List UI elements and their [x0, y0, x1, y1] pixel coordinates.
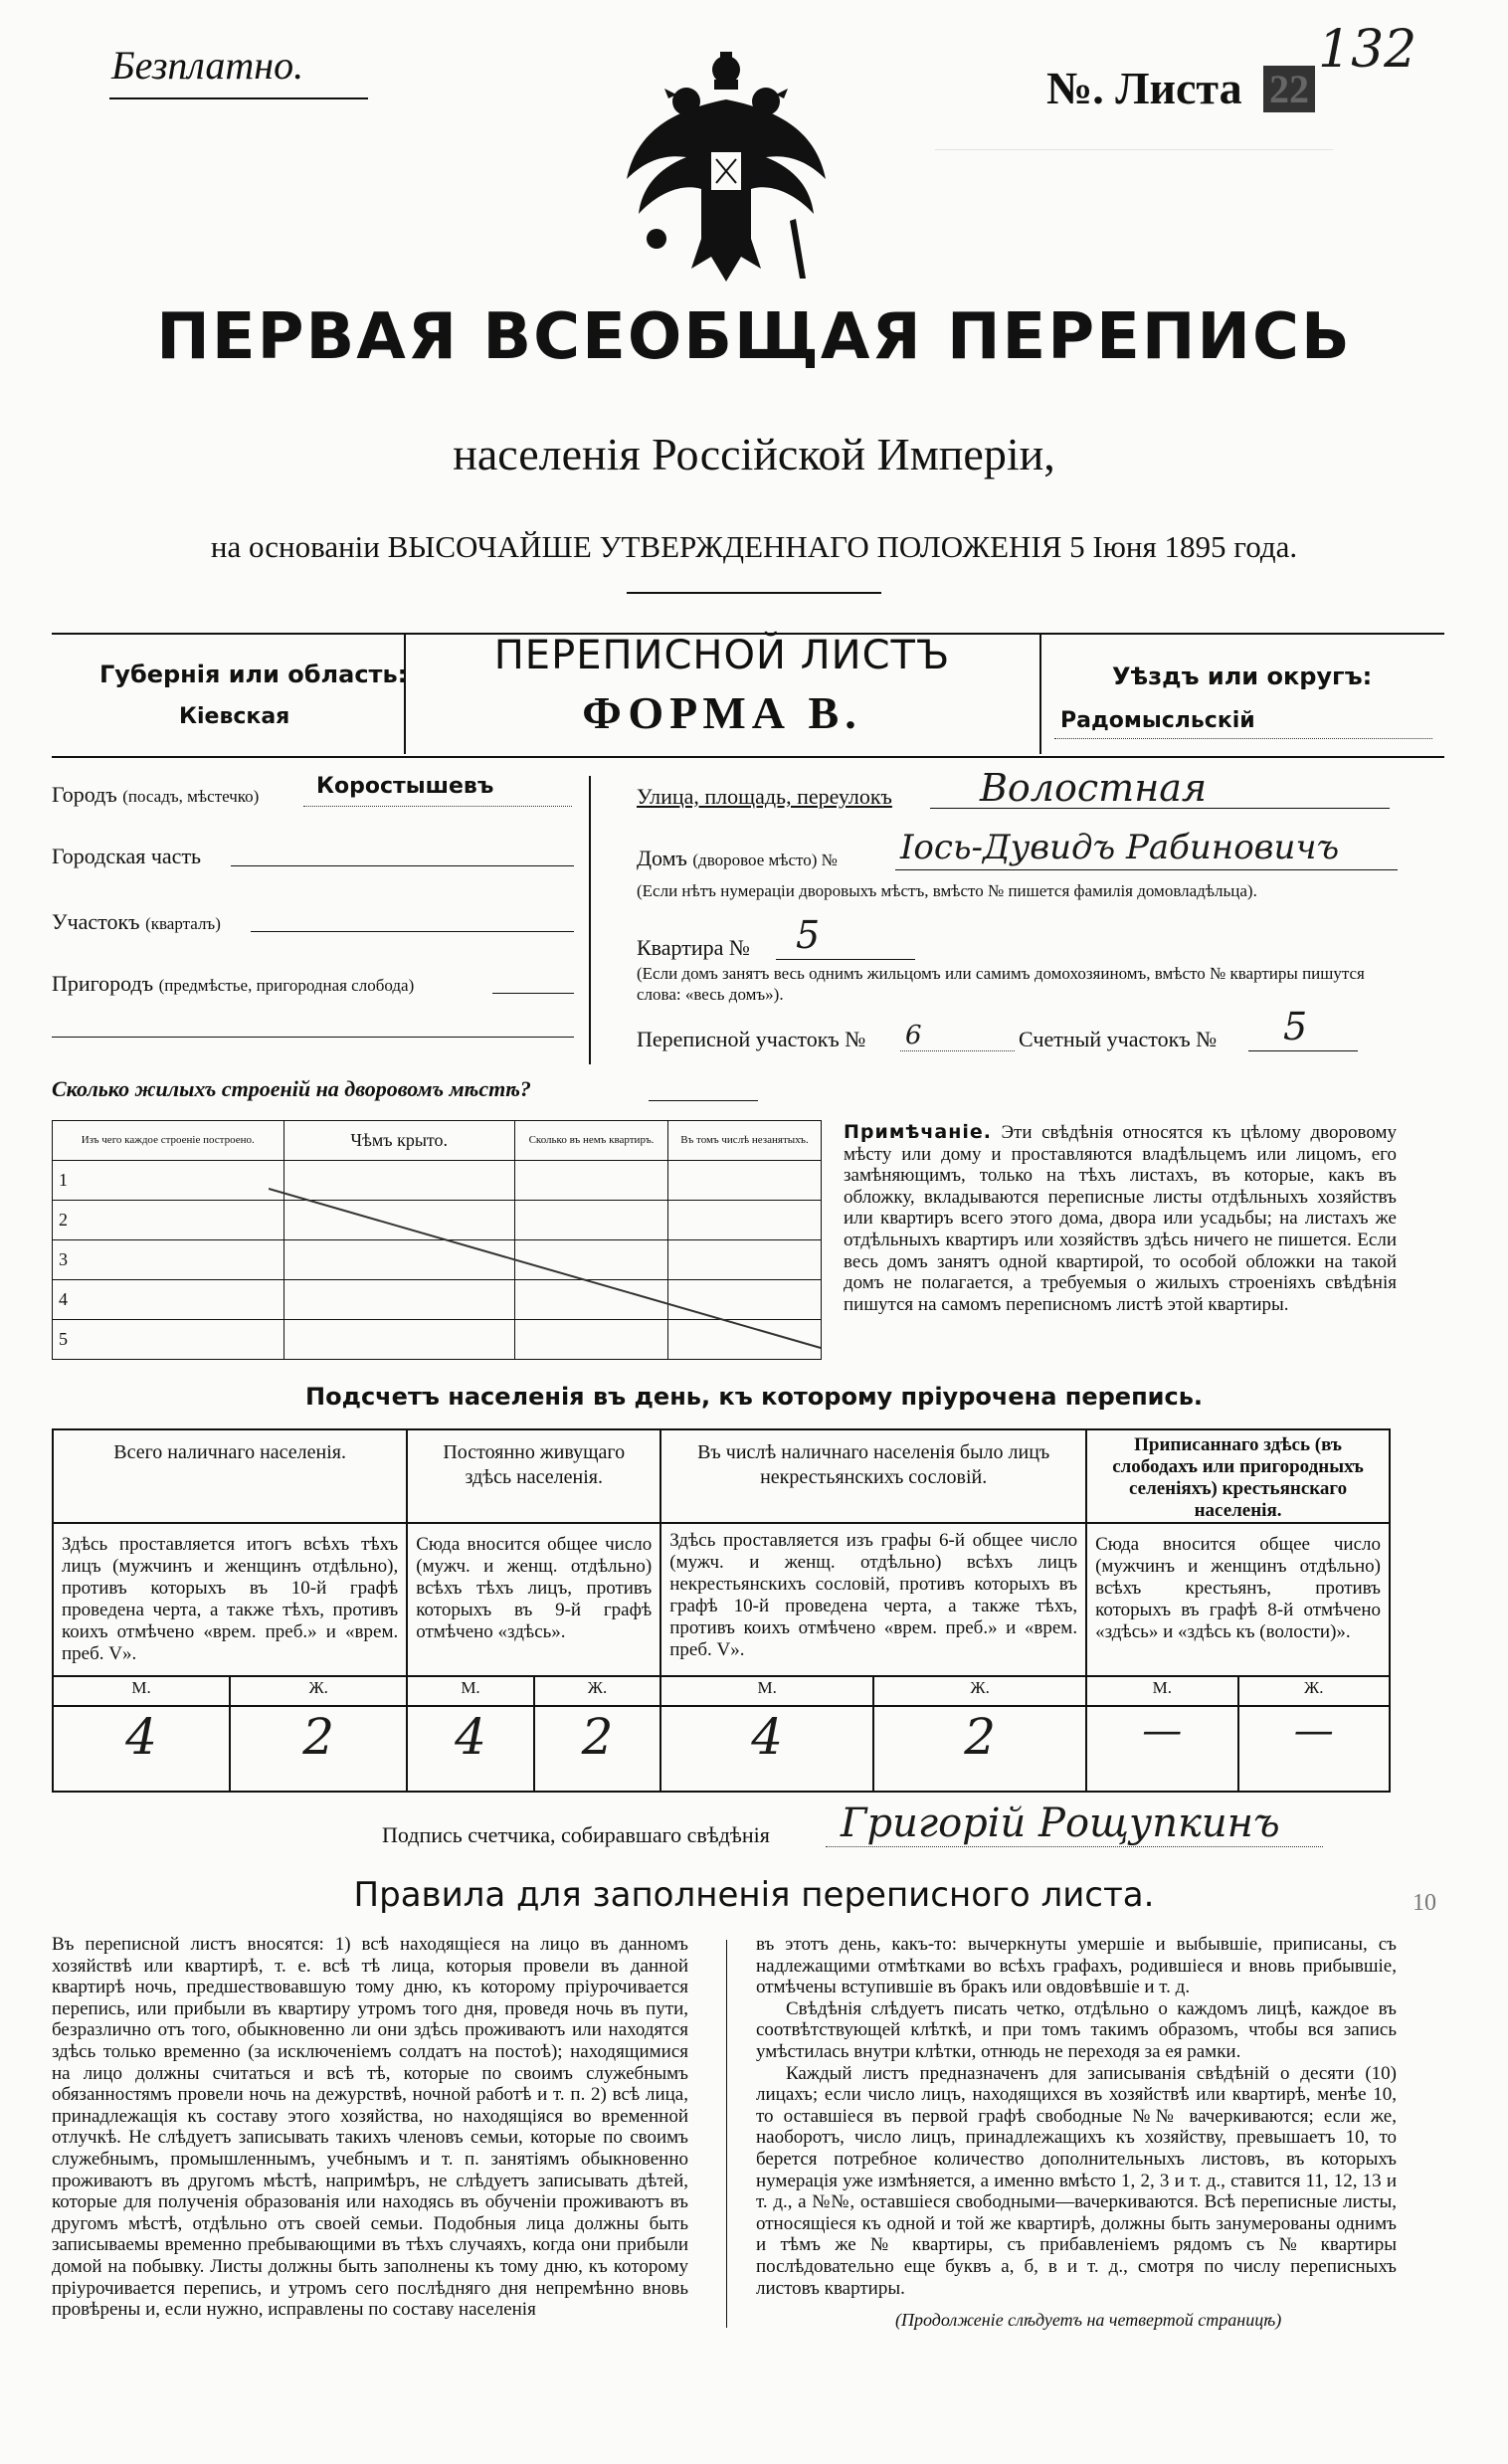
- city-label: Городъ: [52, 782, 117, 807]
- buildings-answer-line: [649, 1100, 758, 1101]
- house-sublabel: (дворовое мѣсто) №: [692, 851, 838, 869]
- buildings-header-roof: Чѣмъ крыто.: [283, 1121, 515, 1161]
- buildings-header-vacant: Въ томъ числѣ незанятыхъ.: [667, 1121, 821, 1161]
- count-m-label: М.: [53, 1676, 230, 1706]
- count-col1-m: 4: [53, 1706, 230, 1792]
- house-row: [637, 846, 838, 871]
- count-col3-desc: Здѣсь проставляется изъ графы 6-й общее число (мужч. и женщ. отдѣльно) всѣхъ лицъ некрестьянскихъ сословій, противъ которыхъ въ графѣ 10-й проведена черта, а также тѣхъ, противъ коихъ отмѣчено «врем. преб.» и «врем. преб. V».: [660, 1523, 1086, 1676]
- count-col4-m: —: [1086, 1706, 1237, 1792]
- house-value: Іось-Дувидъ Рабиновичъ: [900, 828, 1340, 867]
- subtitle: населенія Россійской Имперіи,: [453, 429, 1055, 479]
- buildings-question: Сколько жилыхъ строеній на дворовомъ мѣстѣ?: [52, 1076, 531, 1101]
- double-headed-eagle-icon: [617, 40, 836, 288]
- province-value: Кіевская: [179, 704, 290, 729]
- sheet-label: №. Листа: [1046, 63, 1242, 113]
- count-f-label: Ж.: [873, 1676, 1086, 1706]
- city-dotline: [303, 806, 572, 807]
- city-part-line: [231, 865, 574, 866]
- rules-right-column: [756, 1934, 1397, 2299]
- suburb-row: [52, 971, 414, 997]
- census-district-value: 6: [905, 1021, 922, 1050]
- count-col3-title: Въ числѣ наличнаго населенія было лицъ некрестьянскихъ сословій.: [660, 1429, 1086, 1523]
- free-label: Безплатно.: [111, 43, 304, 88]
- suburb-sublabel: (предмѣстье, пригородная слобода): [158, 976, 415, 995]
- count-m-label: М.: [660, 1676, 873, 1706]
- suburb-label: Пригородъ: [52, 971, 154, 996]
- count-col2-desc: Сюда вносится общее число (мужч. и женщ. отдѣльно) всѣхъ тѣхъ лицъ, противъ которыхъ въ 9-й графѣ отмѣчено «здѣсь».: [407, 1523, 660, 1676]
- signature-dotline: [826, 1846, 1323, 1847]
- note-heading: Примѣчаніе.: [844, 1121, 992, 1143]
- rules-divider: [726, 1940, 727, 2328]
- precinct-row: [52, 909, 221, 935]
- house-note: (Если нѣтъ нумераціи дворовыхъ мѣстъ, вмѣсто № пишется фамилія домовладѣльца).: [637, 881, 1257, 900]
- signature-label: Подпись счетчика, собиравшаго свѣдѣнія: [382, 1822, 770, 1847]
- rules-right-paragraph-3: Каждый листъ предназначенъ для записыванія свѣдѣній о десяти (10) лицахъ; если число лицъ, находящихся въ хозяйствѣ или квартирѣ, менѣе 10, то оставшіеся въ первой графѣ свободные №№ вачеркиваются; если же, наоборотъ, число лицъ, принадлежащихъ къ хозяйству, превышаетъ 10, то берется потребное количество дополнительныхъ листовъ, въ которыхъ нумерація уже измѣняется, а именно вмѣсто 1, 2, 3 и т. д., ставится 11, 12, 13 и т. д., а №№, оставшіеся свободными—вачеркиваются. Всѣ переписные листы, относящіеся къ одной и той же квартирѣ, должны быть занумерованы однимъ и тѣмъ же № квартиры, съ прибавленіемъ рядомъ съ № квартиры послѣдовательно еще буквъ а, б, в и т. д., смотря по числу переписныхъ листовъ квартиры.: [756, 2062, 1397, 2299]
- precinct-line: [251, 931, 574, 932]
- count-table: [52, 1428, 1391, 1793]
- note-text: Эти свѣдѣнія относятся къ цѣлому дворовому мѣсту или дому и проставляются владѣльцемъ или лицомъ, его замѣняющимъ, только на тѣхъ листахъ, въ которые, какъ въ обложку, вкладываются переписные листы отдѣльныхъ хозяйствъ или квартиръ всего этого дома, двора или усадьбы; на листахъ же отдѣльныхъ квартиръ или хозяйствъ здѣсь ничего не пишется. Если весь домъ занятъ одной квартирой, то особой обложки на такой домъ не полагается, а требуемыя о жилыхъ строеніяхъ свѣдѣнія пишутся на самомъ переписномъ листѣ этой квартиры.: [844, 1122, 1397, 1315]
- apartment-note: (Если домъ занятъ весь однимъ жильцомъ или самимъ домохозяиномъ, вмѣсто № квартиры пишутся слова: «весь домъ»).: [637, 964, 1365, 1004]
- buildings-strike-line: [269, 1184, 826, 1353]
- sheet-number-struck: 22: [1263, 66, 1315, 112]
- district-dotline: [1054, 738, 1432, 739]
- precinct-label: Участокъ: [52, 909, 140, 934]
- count-col2-f: 2: [534, 1706, 661, 1792]
- count-heading: Подсчетъ населенія въ день, къ которому пріурочена перепись.: [305, 1383, 1203, 1411]
- count-col3-m: 4: [660, 1706, 873, 1792]
- buildings-row-number: 1: [53, 1161, 284, 1201]
- count-f-label: Ж.: [230, 1676, 407, 1706]
- address-divider: [589, 776, 591, 1064]
- count-col4-title: Приписаннаго здѣсь (въ слободахъ или пригородныхъ селеніяхъ) крестьянскаго населенія.: [1086, 1429, 1390, 1523]
- buildings-row-number: 4: [53, 1280, 284, 1320]
- note-block: [844, 1122, 1397, 1315]
- district-value: Радомысльскій: [1060, 708, 1255, 733]
- province-label: Губернія или область:: [99, 661, 408, 688]
- apartment-label: Квартира №: [637, 935, 750, 960]
- title-rule: [627, 592, 881, 594]
- count-col2-m: 4: [407, 1706, 534, 1792]
- street-line: [930, 808, 1390, 809]
- count-col2-title: Постоянно живущаго здѣсь населенія.: [407, 1429, 660, 1523]
- city-part-label: Городская часть: [52, 844, 202, 868]
- district-label: Уѣздъ или округъ:: [1112, 663, 1373, 690]
- count-col4-desc: Сюда вносится общее число (мужчинъ и женщинъ отдѣльно) всѣхъ крестьянъ, противъ которыхъ въ графѣ 8-й отмѣчено «здѣсь» и «здѣсь къ (волости)».: [1086, 1523, 1390, 1676]
- buildings-row-number: 2: [53, 1201, 284, 1240]
- house-label: Домъ: [637, 846, 687, 870]
- city-sublabel: (посадъ, мѣстечко): [122, 787, 260, 806]
- sheet-number-handwritten: 132: [1318, 20, 1417, 80]
- census-district-label: Переписной участокъ №: [637, 1027, 866, 1051]
- apartment-value: 5: [796, 913, 821, 957]
- form-box-divider-right: [1039, 633, 1041, 754]
- suburb-line-2: [52, 1037, 574, 1038]
- rules-left-column: Въ переписной листъ вносятся: 1) всѣ находящіеся на лицо въ данномъ хозяйствѣ или квартирѣ, т. е. всѣ тѣ лица, которыя провели въ данной квартирѣ ночь, предшествовавшую тому дню, къ которому пріурочивается перепись, или прибыли въ квартиру утромъ того дня, проведя ночь въ пути, безразлично отъ того, обыкновенно ли они здѣсь проживаютъ или находятся здѣсь только временно (за исключеніемъ солдатъ на постоѣ); находящимися на лицо должны считаться и всѣ тѣ, которые по своимъ служебнымъ обязанностямъ провели ночь на дежурствѣ, ночной работѣ и т. п. 2) всѣ лица, принадлежащія къ составу этого хозяйства, но находящіяся во временной отлучкѣ. Не слѣдуетъ записывать такихъ членовъ семьи, которые по своимъ служебнымъ, промышленнымъ, учебнымъ и т. п. занятіямъ обыкновенно проживаютъ въ другомъ мѣстѣ, напримѣръ, не слѣдуетъ записывать дѣтей, которые для полученія образованія или находясь въ обученіи проживаютъ въ другомъ мѣстѣ, отдѣльно отъ своей семьи. Подобныя лица должны быть записываемы временно пребывающими въ тѣхъ случаяхъ, когда они прибыли домой на побывку. Листы должны быть заполнены къ тому дню, къ которому пріурочивается перепись, и утромъ сего послѣдняго дня непремѣнно вновь провѣрены и, если нужно, исправлены по составу населенія: [52, 1934, 688, 2321]
- rules-right-paragraph-1: въ этотъ день, какъ-то: вычеркнуты умершіе и выбывшіе, приписаны, съ надлежащими отмѣтками во всѣхъ графахъ, родившіеся и вновь прибывшіе, отмѣчены вступившіе въ бракъ или овдовѣвшіе и т. д.: [756, 1934, 1397, 1998]
- suburb-line: [492, 993, 574, 994]
- count-f-label: Ж.: [1238, 1676, 1391, 1706]
- city-value: Коростышевъ: [316, 774, 494, 799]
- count-col3-f: 2: [873, 1706, 1086, 1792]
- count-m-label: М.: [1086, 1676, 1237, 1706]
- main-title: ПЕРВАЯ ВСЕОБЩАЯ ПЕРЕПИСЬ: [156, 300, 1352, 374]
- apartment-line: [776, 959, 915, 960]
- buildings-header-material: Изъ чего каждое строеніе построено.: [53, 1121, 284, 1161]
- sheet-title: ПЕРЕПИСНОЙ ЛИСТЪ: [493, 633, 951, 678]
- count-f-label: Ж.: [534, 1676, 661, 1706]
- basis-line: на основаніи ВЫСОЧАЙШЕ УТВЕРЖДЕННАГО ПОЛОЖЕНІЯ 5 Іюня 1895 года.: [210, 529, 1298, 564]
- count-col4-f: —: [1238, 1706, 1391, 1792]
- count-district-label: Счетный участокъ №: [1019, 1027, 1218, 1051]
- street-value: Волостная: [980, 766, 1208, 810]
- rules-right-paragraph-2: Свѣдѣнія слѣдуетъ писать четко, отдѣльно о каждомъ лицѣ, каждое въ соотвѣтствующей клѣткѣ, и при томъ такимъ образомъ, чтобы вся запись умѣстилась внутри клѣтки, отнюдь не переходя за ея рамки.: [756, 1997, 1397, 2062]
- count-m-label: М.: [407, 1676, 534, 1706]
- count-district-value: 5: [1283, 1005, 1308, 1048]
- buildings-row-number: 3: [53, 1240, 284, 1280]
- form-title: ФОРМА В.: [582, 687, 862, 738]
- bleed-through: [935, 149, 1333, 289]
- buildings-row-number: 5: [53, 1320, 284, 1360]
- free-underline: [109, 97, 368, 99]
- census-district-dotline: [900, 1050, 1015, 1051]
- precinct-sublabel: (кварталъ): [145, 914, 221, 933]
- signature-value: Григорій Рощупкинъ: [841, 1801, 1280, 1846]
- rules-continuation: (Продолженіе слѣдуетъ на четвертой страницѣ): [895, 2310, 1282, 2330]
- rules-heading: Правила для заполненія переписного листа.: [353, 1875, 1155, 1915]
- count-district-line: [1248, 1050, 1358, 1051]
- street-label: Улица, площадь, переулокъ: [637, 784, 892, 809]
- count-col1-title: Всего наличнаго населенія.: [53, 1429, 407, 1523]
- city-row: [52, 782, 259, 808]
- count-col1-f: 2: [230, 1706, 407, 1792]
- house-line: [895, 869, 1398, 870]
- margin-number: 10: [1413, 1890, 1436, 1916]
- buildings-header-apartments: Сколько въ немъ квартиръ.: [515, 1121, 668, 1161]
- count-col1-desc: Здѣсь проставляется итогъ всѣхъ тѣхъ лицъ (мужчинъ и женщинъ отдѣльно), противъ которыхъ въ 10-й графѣ проведена черта, а также тѣхъ, противъ коихъ отмѣчено «врем. преб.» и «врем. преб. V».: [53, 1523, 407, 1676]
